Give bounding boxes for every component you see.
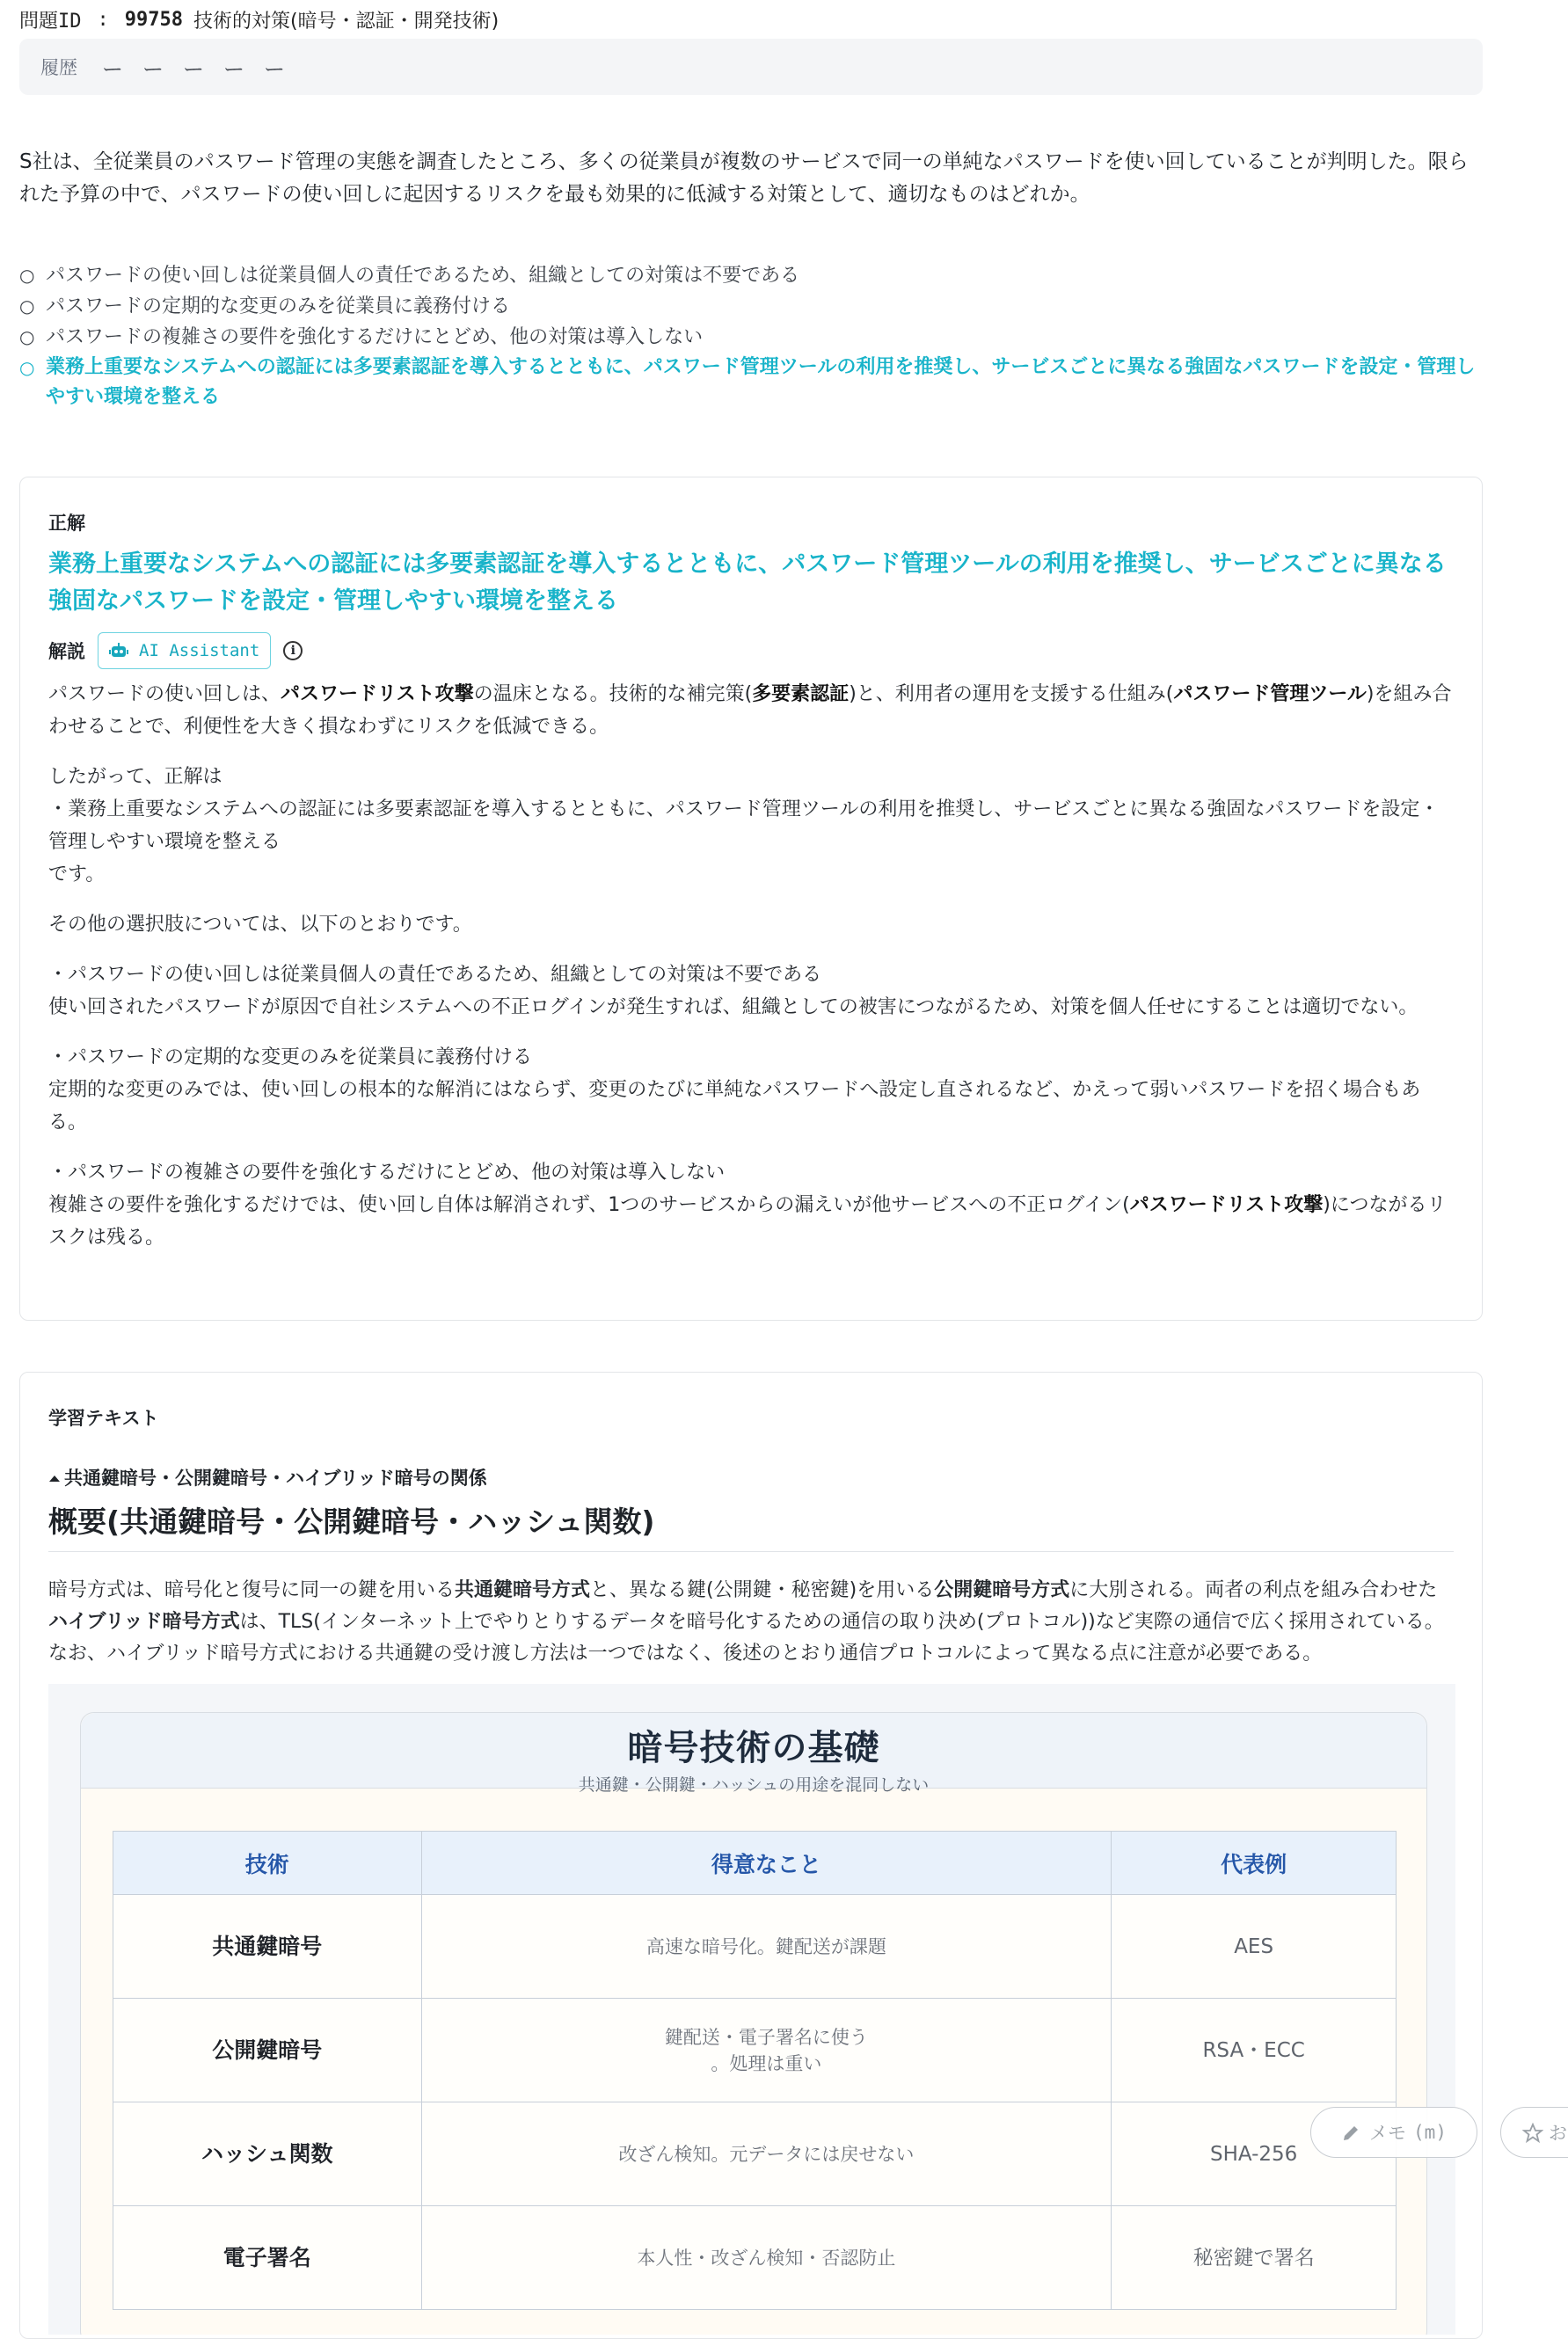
comparison-table bbox=[113, 1831, 1397, 2310]
cell-strength: 本人性・改ざん検知・否認防止 bbox=[421, 2206, 1112, 2310]
cell-example: AES bbox=[1112, 1895, 1397, 1999]
column-header: 得意なこと bbox=[421, 1832, 1112, 1895]
favorite-label: お bbox=[1549, 2123, 1567, 2144]
question-id-value: 99758 bbox=[124, 8, 183, 31]
table-row bbox=[113, 1999, 1397, 2102]
option-3[interactable] bbox=[19, 322, 1479, 353]
explanation-label: 解説 bbox=[48, 641, 85, 662]
option-label: パスワードの使い回しは従業員個人の責任であるため、組織としての対策は不要である bbox=[46, 265, 800, 287]
memo-shortcut: (m) bbox=[1413, 2122, 1447, 2143]
option-1[interactable] bbox=[19, 260, 1479, 291]
explanation-paragraph: したがって、正解は ・業務上重要なシステムへの認証には多要素認証を導入するとともに、パスワード管理ツールの利用を推奨し、サービスごとに異なる強固なパスワードを設定・管理しやすい環境を整える です。 bbox=[48, 766, 1440, 885]
history-label: 履歴 bbox=[40, 57, 77, 78]
study-text-card bbox=[19, 1372, 1483, 2339]
explanation-paragraph: パスワードの使い回しは、パスワードリスト攻撃の温床となる。技術的な補完策(多要素認証)と、利用者の運用を支援する仕組み(パスワード管理ツール)を組み合わせることで、利便性を大きく損なわずにリスクを低減できる。 bbox=[48, 683, 1452, 738]
column-header: 技術 bbox=[113, 1832, 422, 1895]
memo-button[interactable] bbox=[1310, 2107, 1477, 2158]
column-header: 代表例 bbox=[1112, 1832, 1397, 1895]
favorite-button[interactable] bbox=[1500, 2107, 1568, 2158]
history-mark: ー bbox=[183, 56, 204, 82]
history-mark: ー bbox=[223, 56, 244, 82]
question-id-label: 問題ID bbox=[19, 10, 82, 33]
explanation-paragraph: ・パスワードの複雑さの要件を強化するだけにとどめ、他の対策は導入しない 複雑さの要件を強化するだけでは、使い回し自体は解消されず、1つのサービスからの漏えいが他サービスへの不正ログイン(パスワードリスト攻撃)につながるリスクは残る。 bbox=[48, 1162, 1447, 1249]
history-mark: ー bbox=[102, 56, 123, 82]
section-heading: 概要(共通鍵暗号・公開鍵暗号・ハッシュ関数) bbox=[48, 1499, 1454, 1552]
question-category: 技術的対策(暗号・認証・開発技術) bbox=[193, 10, 500, 33]
figure-subtitle: 共通鍵・公開鍵・ハッシュの用途を混同しない bbox=[578, 1775, 930, 1795]
section-toggle-label: 共通鍵暗号・公開鍵暗号・ハイブリッド暗号の関係 bbox=[64, 1468, 487, 1489]
option-label: 業務上重要なシステムへの認証には多要素認証を導入するとともに、パスワード管理ツールの利用を推奨し、サービスごとに異なる強固なパスワードを設定・管理しやすい環境を整える bbox=[46, 356, 1476, 408]
pencil-icon bbox=[1341, 2122, 1369, 2143]
figure-panel bbox=[80, 1712, 1427, 2335]
cell-tech: 共通鍵暗号 bbox=[113, 1895, 422, 1999]
explanation-header bbox=[48, 632, 1454, 669]
cell-strength: 改ざん検知。元データには戻せない bbox=[421, 2102, 1112, 2206]
cell-example: SHA-256 bbox=[1112, 2102, 1397, 2206]
star-icon bbox=[1522, 2122, 1549, 2144]
table-row bbox=[113, 1895, 1397, 1999]
radio-icon[interactable]: ○ bbox=[19, 295, 35, 317]
section-toggle[interactable] bbox=[48, 1464, 1454, 1490]
option-label: パスワードの定期的な変更のみを従業員に義務付ける bbox=[46, 295, 511, 317]
explanation-paragraph: その他の選択肢については、以下のとおりです。 bbox=[48, 914, 472, 936]
study-text-label: 学習テキスト bbox=[48, 1408, 159, 1429]
cell-strength: 鍵配送・電子署名に使う 。処理は重い bbox=[421, 1999, 1112, 2102]
cell-tech: 公開鍵暗号 bbox=[113, 1999, 422, 2102]
table-row bbox=[113, 2102, 1397, 2206]
explanation-paragraph: ・パスワードの使い回しは従業員個人の責任であるため、組織としての対策は不要である 使い回されたパスワードが原因で自社システムへの不正ログインが発生すれば、組織としての被害につながるため、対策を個人任せにすることは適切でない。 bbox=[48, 964, 1418, 1018]
correct-answer-text: 業務上重要なシステムへの認証には多要素認証を導入するとともに、パスワード管理ツールの利用を推奨し、サービスごとに異なる強固なパスワードを設定・管理しやすい環境を整える bbox=[48, 550, 1447, 615]
radio-icon[interactable]: ○ bbox=[19, 357, 35, 378]
option-label: パスワードの複雑さの要件を強化するだけにとどめ、他の対策は導入しない bbox=[46, 326, 704, 348]
radio-icon[interactable]: ○ bbox=[19, 326, 35, 347]
option-4-correct[interactable] bbox=[19, 353, 1479, 412]
figure-title-bar bbox=[81, 1713, 1426, 1795]
cell-example: RSA・ECC bbox=[1112, 1999, 1397, 2102]
answer-explanation-card bbox=[19, 477, 1483, 1321]
table-header-row bbox=[113, 1832, 1397, 1895]
cell-tech: ハッシュ関数 bbox=[113, 2102, 422, 2206]
radio-icon[interactable]: ○ bbox=[19, 265, 35, 286]
table-row bbox=[113, 2206, 1397, 2310]
explanation-body bbox=[48, 678, 1454, 1254]
ai-assistant-label: AI Assistant bbox=[139, 641, 260, 660]
info-icon[interactable]: i bbox=[283, 641, 303, 660]
question-id-separator: : bbox=[97, 8, 109, 31]
history-mark: ー bbox=[142, 56, 164, 82]
robot-icon bbox=[109, 643, 128, 659]
question-text: S社は、全従業員のパスワード管理の実態を調査したところ、多くの従業員が複数のサービスで同一の単純なパスワードを使い回していることが判明した。限られた予算の中で、パスワードの使い回しに起因するリスクを最も効果的に低減する対策として、適切なものはどれか。 bbox=[19, 150, 1469, 206]
cell-strength: 高速な暗号化。鍵配送が課題 bbox=[421, 1895, 1112, 1999]
cell-tech: 電子署名 bbox=[113, 2206, 422, 2310]
crypto-basics-figure bbox=[48, 1684, 1455, 2335]
cell-example: 秘密鍵で署名 bbox=[1112, 2206, 1397, 2310]
explanation-paragraph: ・パスワードの定期的な変更のみを従業員に義務付ける 定期的な変更のみでは、使い回しの根本的な解消にはならず、変更のたびに単純なパスワードへ設定し直されるなど、かえって弱いパスワードを招く場合もある。 bbox=[48, 1046, 1421, 1133]
caret-up-icon bbox=[48, 1468, 64, 1489]
figure-title: 暗号技術の基礎 bbox=[627, 1728, 880, 1768]
answer-options bbox=[19, 260, 1479, 412]
history-mark: ー bbox=[264, 56, 285, 82]
option-2[interactable] bbox=[19, 291, 1479, 322]
answer-label: 正解 bbox=[48, 513, 85, 534]
section-intro: 暗号方式は、暗号化と復号に同一の鍵を用いる共通鍵暗号方式と、異なる鍵(公開鍵・秘密鍵)を用いる公開鍵暗号方式に大別される。両者の利点を組み合わせたハイブリッド暗号方式は、TLS(インターネット上でやりとりするデータを暗号化するための通信の取り決め(プロトコル))など実際の通信で広く採用されている。なお、ハイブリッド暗号方式における共通鍵の受け渡し方法は一つではなく、後述のとおり通信プロトコルによって異なる点に注意が必要である。 bbox=[48, 1579, 1444, 1665]
memo-label: メモ bbox=[1369, 2123, 1407, 2144]
ai-assistant-button[interactable] bbox=[98, 632, 271, 669]
answer-history bbox=[19, 39, 1483, 95]
question-id-bar bbox=[19, 4, 499, 35]
